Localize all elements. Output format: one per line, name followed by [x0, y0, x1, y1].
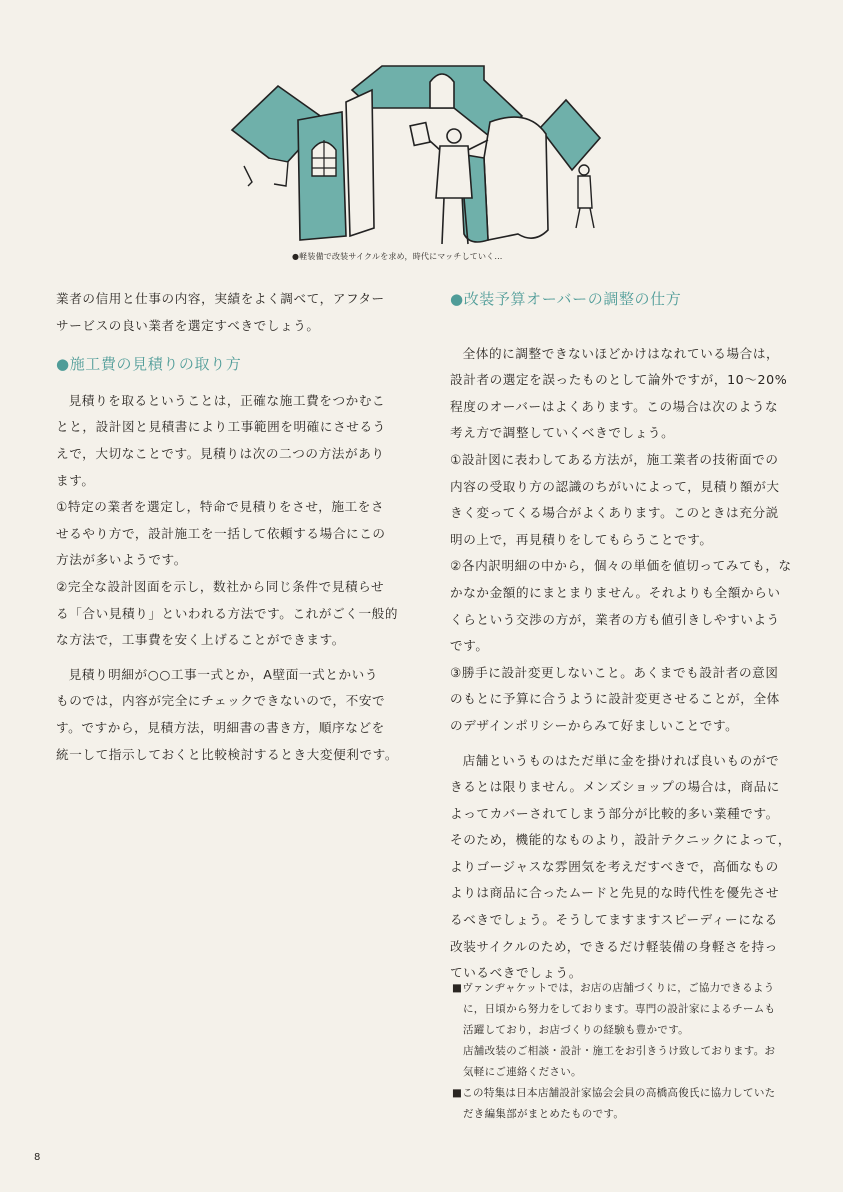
note-line: ■ヴァンヂャケットでは，お店の店舗づくりに，ご協力できるよう: [452, 982, 775, 994]
text-line: 考え方で調整していくべきでしょう。: [450, 425, 675, 441]
text-line: のデザインポリシーからみて好ましいことです。: [450, 717, 739, 733]
section-heading-estimate: ●施工費の見積りの取り方: [56, 355, 242, 374]
text-line: 設計者の選定を誤ったものとして論外ですが，10〜20%: [450, 372, 788, 388]
text-line: 全体的に調整できないほどかけはなれている場合は，: [462, 345, 780, 361]
intro-line-1: 業者の信用と仕事の内容，実績をよく調べて，アフター: [56, 291, 385, 306]
footnote-block: [452, 978, 812, 1125]
text-line: るべきでしょう。そうしてますますスピーディーになる: [450, 912, 778, 928]
intro-line-2: サービスの良い業者を選定すべきでしょう。: [56, 317, 320, 333]
text-line: かなか金額的にまとまりません。それよりも全額からい: [450, 584, 781, 600]
text-line: くらという交渉の方が，業者の方も値引きしやすいよう: [450, 611, 780, 627]
text-line: です。: [450, 638, 489, 654]
text-line: す。ですから，見積方法，明細書の書き方，順序などを: [56, 719, 385, 735]
text-line: きるとは限りません。メンズショップの場合は，商品に: [450, 779, 780, 795]
panel-curled-sheet: [484, 117, 548, 240]
note-line: ■この特集は日本店舗設計家協会会員の高橋高俊氏に協力していた: [452, 1087, 776, 1099]
section-heading-budget: ●改装予算オーバーの調整の仕方: [450, 290, 682, 308]
text-line: せるやり方で，設計施工を一括して依頼する場合にこの: [56, 525, 386, 541]
left-column: [56, 286, 408, 768]
text-line: ①設計図に表わしてある方法が，施工業者の技術面での: [450, 451, 779, 467]
panel-right: [540, 100, 600, 170]
illustration-panels: [222, 58, 622, 256]
text-line: 方法が多いようです。: [56, 552, 187, 568]
note-line: だき編集部がまとめたものです。: [463, 1108, 625, 1120]
text-line: な方法で，工事費を安く上げることができます。: [56, 632, 346, 648]
arch-doorway: [430, 74, 454, 108]
carrier-left-figure: [244, 158, 288, 186]
note-line: 店舗改装のご相談・設計・施工をお引きうけ致しております。お: [463, 1045, 776, 1057]
note-line: に，日頃から努力をしております。専門の設計家によるチームも: [463, 1003, 776, 1015]
panel-white-center: [346, 90, 374, 236]
text-line: よりゴージャスな雰囲気を考えだすべきで，高価なもの: [450, 858, 779, 874]
right-column: [450, 286, 802, 987]
text-line: えで，大切なことです。見積りは次の二つの方法があり: [56, 445, 385, 461]
text-line: 店舗というものはただ単に金を掛ければ良いものがで: [462, 752, 780, 768]
text-line: 見積りを取るということは，正確な施工費をつかむこ: [68, 392, 386, 408]
text-line: よりは商品に合ったムードと先見的な時代性を優先させ: [450, 885, 780, 901]
text-line: 程度のオーバーはよくあります。この場合は次のような: [450, 398, 779, 414]
text-line: ②完全な設計図面を示し，数社から同じ条件で見積らせ: [56, 578, 385, 594]
text-line: そのため，機能的なものより，設計テクニックによって，: [450, 832, 792, 848]
text-line: ものでは，内容が完全にチェックできないので，不安で: [56, 693, 386, 709]
text-line: とと，設計図と見積書により工事範囲を明確にさせるう: [56, 419, 386, 435]
text-line: 統一して指示しておくと比較検討するとき大変便利です。: [56, 746, 399, 762]
note-line: 気軽にご連絡ください。: [463, 1066, 582, 1078]
text-line: のもとに予算に合うように設計変更させることが，全体: [450, 691, 780, 707]
text-line: 見積り明細が○○工事一式とか，A壁面一式とかいう: [68, 666, 379, 682]
text-line: る「合い見積り」といわれる方法です。これがごく一般的: [56, 605, 399, 621]
text-line: ②各内訳明細の中から，個々の単価を値切ってみても，な: [450, 558, 792, 574]
carrier-right-figure: [576, 165, 594, 228]
text-line: ているべきでしょう。: [450, 965, 582, 981]
text-line: 内容の受取り方の認識のちがいによって，見積り額が大: [450, 478, 780, 494]
illustration-caption: ●軽装備で改装サイクルを求め，時代にマッチしていく…: [292, 252, 503, 261]
note-line: 活躍しており，お店づくりの経験も豊かです。: [463, 1024, 689, 1036]
text-line: 明の上で，再見積りをしてもらうことです。: [450, 531, 713, 547]
text-line: ます。: [56, 472, 95, 488]
text-line: 改装サイクルのため，できるだけ軽装備の身軽さを持っ: [450, 938, 778, 954]
page-number: 8: [34, 1152, 41, 1163]
text-line: よってカバーされてしまう部分が比較的多い業種です。: [450, 805, 779, 821]
text-line: ③勝手に設計変更しないこと。あくまでも設計者の意図: [450, 664, 779, 680]
text-line: きく変ってくる場合がよくあります。このときは充分説: [450, 505, 779, 521]
text-line: ①特定の業者を選定し，特命で見積りをさせ，施工をさ: [56, 499, 385, 515]
